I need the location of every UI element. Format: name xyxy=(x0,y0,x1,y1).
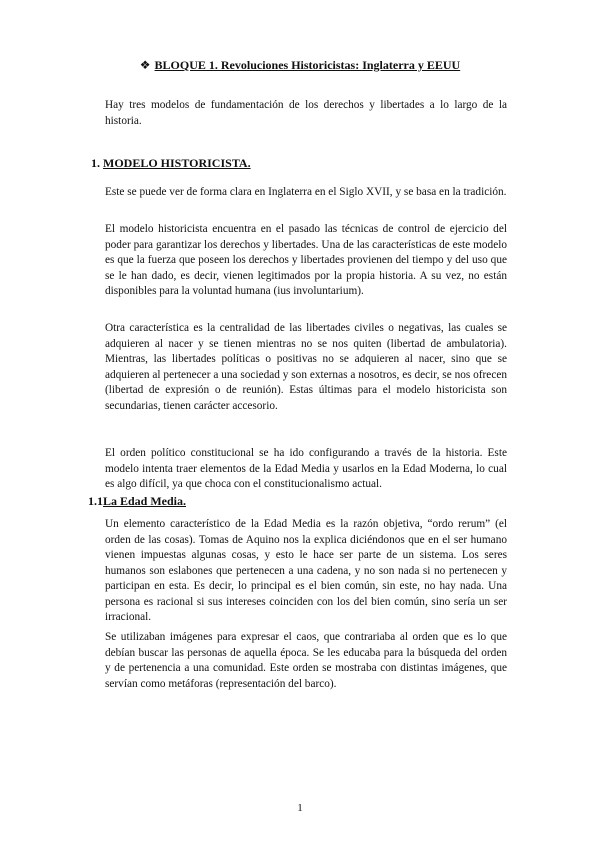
diamond-bullet-icon: ❖ xyxy=(139,58,151,72)
intro-paragraph: Hay tres modelos de fundamentación de los derechos y libertades a lo largo de la historia. xyxy=(105,99,507,127)
section1-1-paragraph-1: Un elemento característico de la Edad Media es la razón objetiva, “ordo rerum” (el orden de las cosas). Tomas de Aquino nos la explica diciéndonos que en el ser humano vienen impuestas algunas cosas, y esto le hace ser parte de un sistema. Los seres humanos son eslabones que pertenecen a una cadena, y no son nada si no pertenecen y participan en esta. Es decir, lo principal es el bien común, sin este, no hay nada. Una persona es racional si sus intereses coinciden con los del bien común, sino sería un ser irracional. xyxy=(105,518,507,623)
page-number: 1 xyxy=(297,802,303,814)
section1-paragraph-3: Otra característica es la centralidad de las libertades civiles o negativas, las cuales se adquieren al nacer y se tienen mientras no se nos quiten (libertad de ambulatoria). Mientras, las libertades políticas o positivas no se adquieren al nacer, sino que se adquieren al pertenecer a una sociedad y son externas a nosotros, es decir, se nos ofrecen (libertad de expresión o de reunión). Estas últimas para el modelo historicista son secundarias, tienen carácter accesorio. xyxy=(105,322,507,412)
section-number: 1. xyxy=(91,156,100,170)
section1-paragraph-2: El modelo historicista encuentra en el pasado las técnicas de control de ejercicio del poder para garantizar los derechos y libertades. Una de las características de este modelo es que la fuerza que poseen los derechos y libertades provienen del tiempo y del uso que se le han dado, es decir, vienen legitimados por la propia historia. A su vez, no están disponibles para la voluntad humana (ius involuntarium). xyxy=(105,223,507,297)
section-title: MODELO HISTORICISTA. xyxy=(103,156,251,170)
subsection-title: La Edad Media. xyxy=(103,494,187,508)
subsection-number: 1.1 xyxy=(88,494,103,508)
document-title xyxy=(0,58,600,73)
section1-paragraph-4: El orden político constitucional se ha ido configurando a través de la historia. Este modelo intenta traer elementos de la Edad Media y usarlos en la Edad Moderna, lo cual es algo difícil, ya que choca con el constitucionalismo actual. xyxy=(105,447,507,490)
section-heading-1 xyxy=(91,156,251,171)
title-text: BLOQUE 1. Revoluciones Historicistas: Inglaterra y EEUU xyxy=(154,58,461,72)
section1-1-paragraph-2: Se utilizaban imágenes para expresar el caos, que contrariaba al orden que es lo que debían buscar las personas de aquella época. Se les educaba para la búsqueda del orden y de pertenencia a una comunidad. Este orden se mostraba con distintas imágenes, que servían como metáforas (representación del barco). xyxy=(105,631,507,690)
section1-paragraph-1: Este se puede ver de forma clara en Inglaterra en el Siglo XVII, y se basa en la tradición. xyxy=(105,186,507,198)
section-heading-1-1 xyxy=(88,494,186,509)
